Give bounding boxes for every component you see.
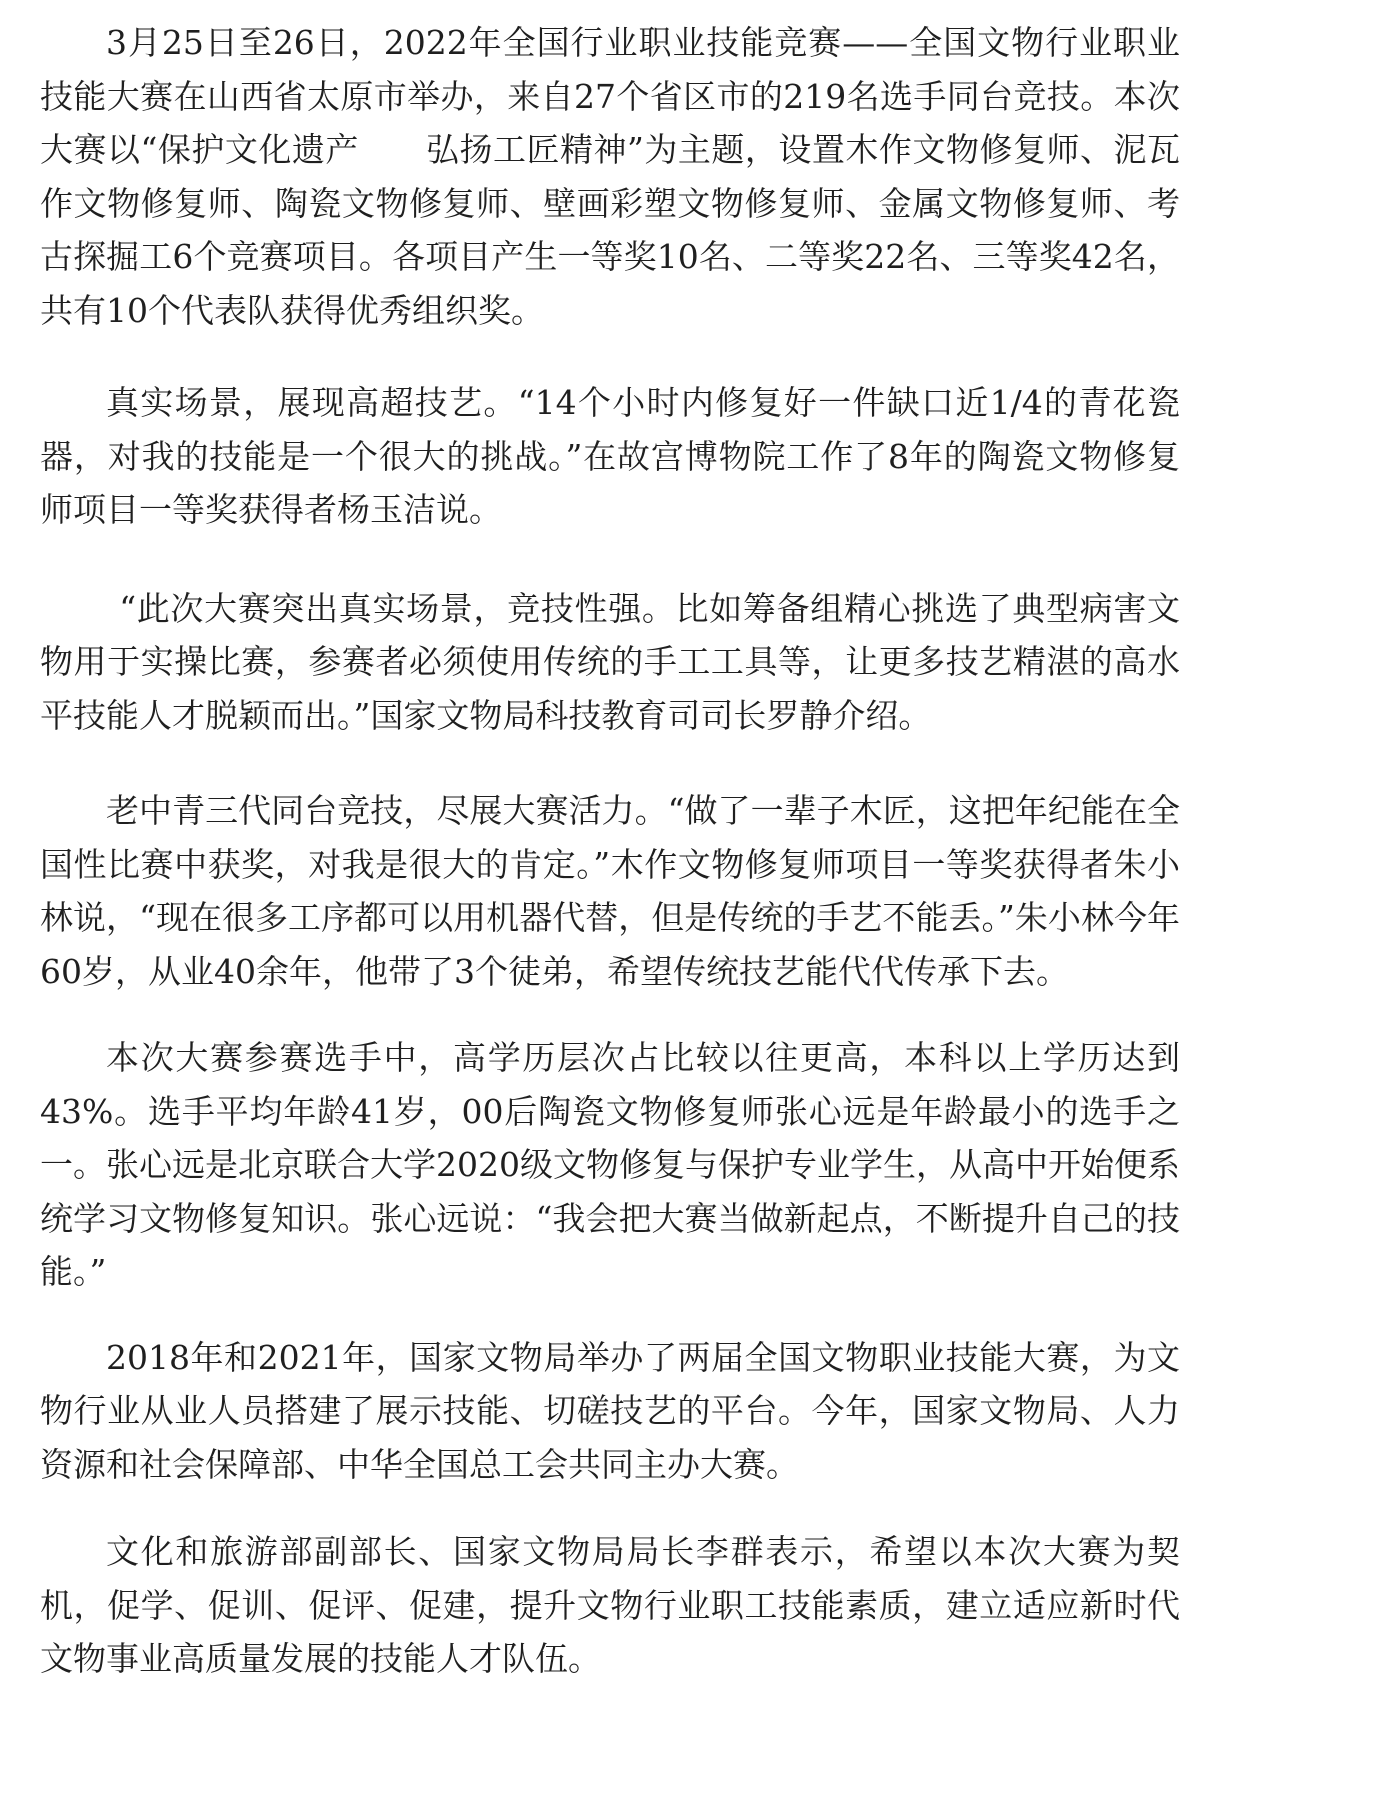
paragraph-education-level: 本次大赛参赛选手中，高学历层次占比较以往更高，本科以上学历达到43%。选手平均年龄41岁，00后陶瓷文物修复师张心远是年龄最小的选手之一。张心远是北京联合大学2020级文物修复与保护专业学生，从高中开始便系统学习文物修复知识。张心远说：“我会把大赛当做新起点，不断提升自己的技能。” bbox=[40, 1038, 1180, 1291]
paragraph-three-generations: 老中青三代同台竞技，尽展大赛活力。“做了一辈子木匠，这把年纪能在全国性比赛中获奖，对我是很大的肯定。”木作文物修复师项目一等奖获得者朱小林说，“现在很多工序都可以用机器代替，但是传统的手艺不能丢。”朱小林今年60岁，从业40余年，他带了3个徒弟，希望传统技艺能代代传承下去。 bbox=[40, 791, 1180, 991]
paragraph-real-scenes: 真实场景，展现高超技艺。“14个小时内修复好一件缺口近1/4的青花瓷器，对我的技能是一个很大的挑战。”在故宫博物院工作了8年的陶瓷文物修复师项目一等奖获得者杨玉洁说。 bbox=[40, 383, 1180, 529]
article-body bbox=[40, 16, 1180, 1686]
paragraph-competition-overview: 3月25日至26日，2022年全国行业职业技能竞赛——全国文物行业职业技能大赛在山西省太原市举办，来自27个省区市的219名选手同台竞技。本次大赛以“保护文化遗产 弘扬工匠精神”为主题，设置木作文物修复师、泥瓦作文物修复师、陶瓷文物修复师、壁画彩塑文物修复师、金属文物修复师、考古探掘工6个竞赛项目。各项目产生一等奖10名、二等奖22名、三等奖42名，共有10个代表队获得优秀组织奖。 bbox=[40, 23, 1180, 330]
paragraph-official-statement: 文化和旅游部副部长、国家文物局局长李群表示，希望以本次大赛为契机，促学、促训、促评、促建，提升文物行业职工技能素质，建立适应新时代文物事业高质量发展的技能人才队伍。 bbox=[40, 1532, 1180, 1678]
paragraph-history: 2018年和2021年，国家文物局举办了两届全国文物职业技能大赛，为文物行业从业人员搭建了展示技能、切磋技艺的平台。今年，国家文物局、人力资源和社会保障部、中华全国总工会共同主办大赛。 bbox=[40, 1337, 1180, 1484]
paragraph-director-quote: “此次大赛突出真实场景，竞技性强。比如筹备组精心挑选了典型病害文物用于实操比赛，参赛者必须使用传统的手工工具等，让更多技艺精湛的高水平技能人才脱颖而出。”国家文物局科技教育司司长罗静介绍。 bbox=[40, 588, 1180, 735]
